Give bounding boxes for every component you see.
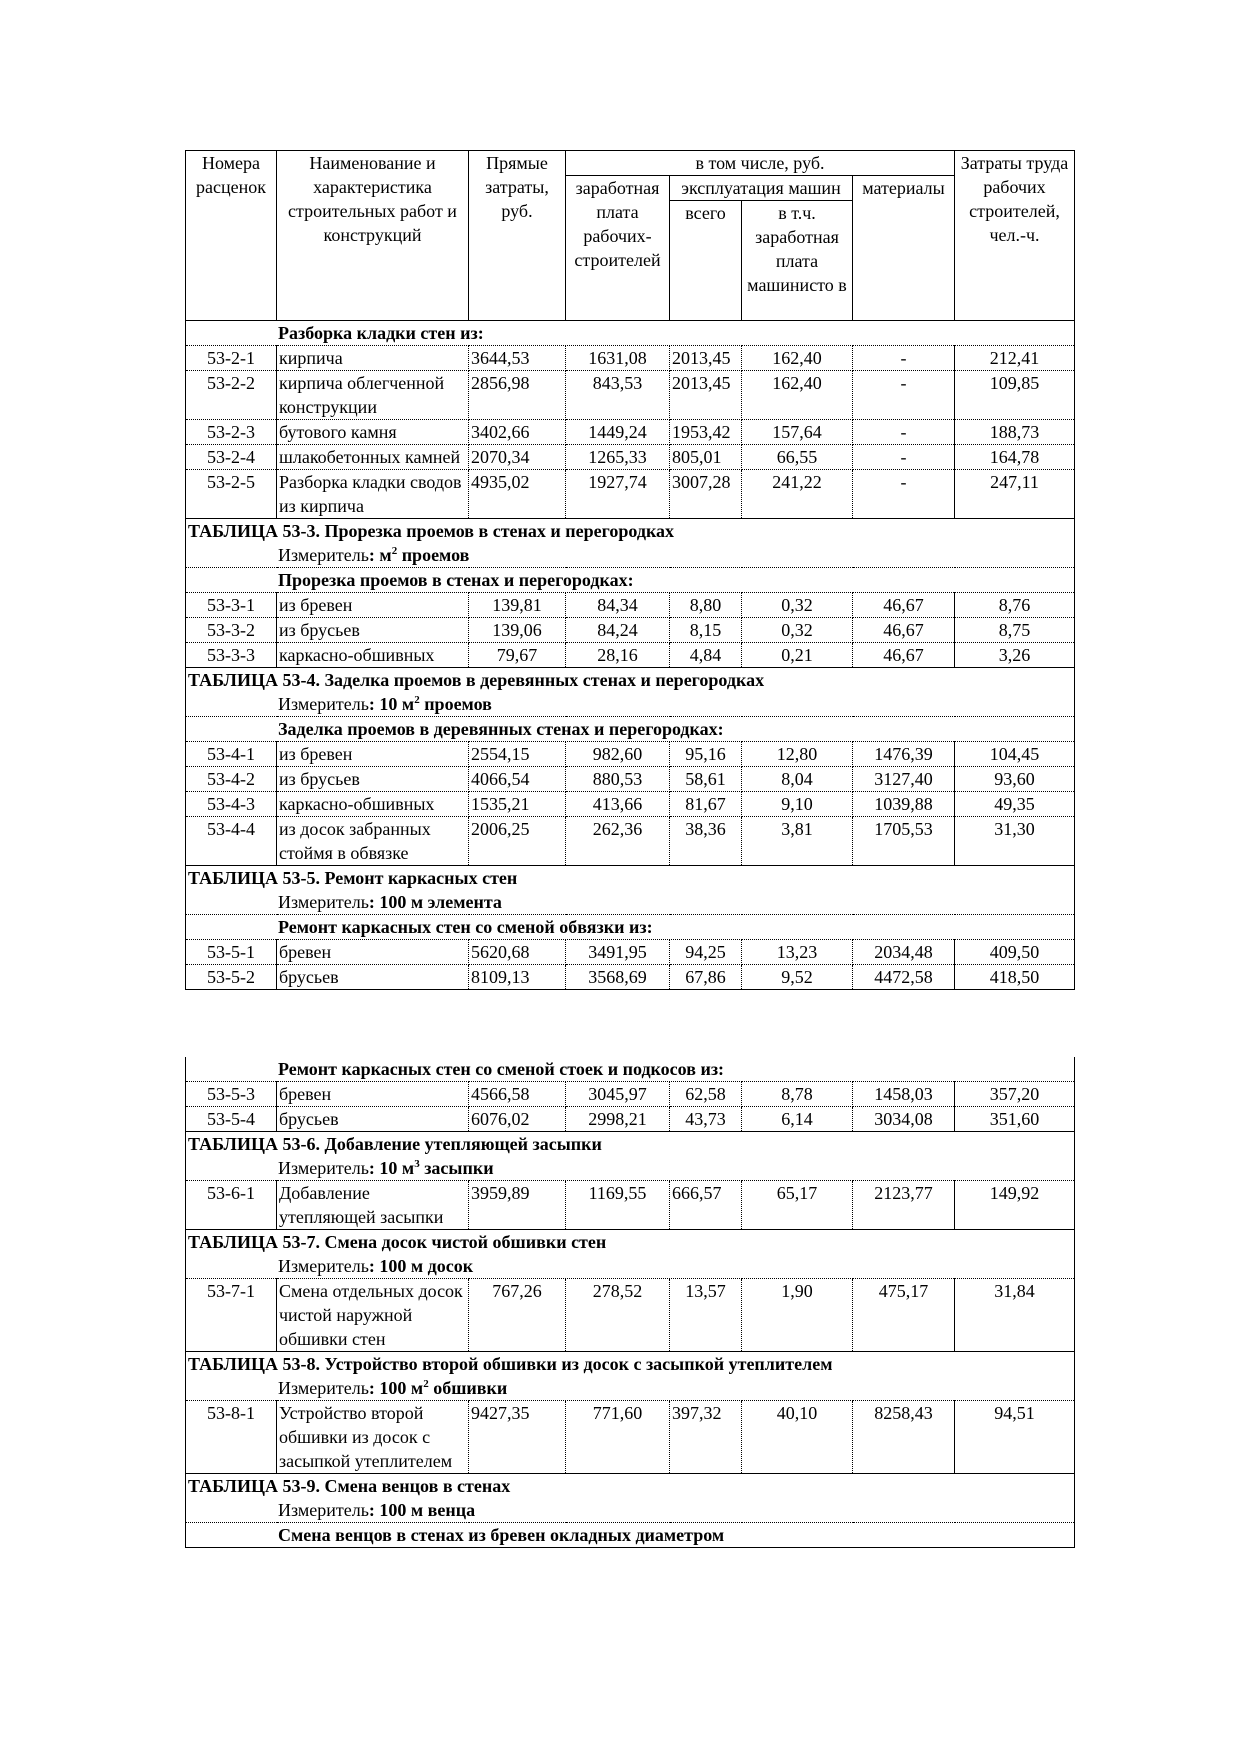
- section-subtitle: Заделка проемов в деревянных стенах и перегородках:: [186, 717, 1075, 742]
- row-mat: -: [853, 420, 955, 445]
- row-name: Разборка кладки сводов из кирпича: [277, 470, 469, 519]
- table-title: ТАБЛИЦА 53-4. Заделка проемов в деревянных стенах и перегородках: [186, 668, 1075, 693]
- row-mwage: 9,10: [742, 792, 853, 817]
- row-name: каркасно-обшивных: [277, 643, 469, 668]
- header-incl: в том числе, руб.: [566, 151, 955, 176]
- table-title: ТАБЛИЦА 53-8. Устройство второй обшивки из досок с засыпкой утеплителем: [186, 1352, 1075, 1377]
- row-mwage: 0,21: [742, 643, 853, 668]
- row-wage: 28,16: [566, 643, 670, 668]
- row-mwage: 0,32: [742, 618, 853, 643]
- row-labor: 8,76: [955, 593, 1075, 618]
- row-mat: 3127,40: [853, 767, 955, 792]
- row-mach: 95,16: [670, 742, 742, 767]
- measure-rest: проемов: [397, 545, 470, 565]
- row-direct: 79,67: [469, 643, 566, 668]
- row-name: бревен: [277, 940, 469, 965]
- row-mat: 2034,48: [853, 940, 955, 965]
- row-labor: 357,20: [955, 1082, 1075, 1107]
- row-mat: 46,67: [853, 593, 955, 618]
- row-mat: 1476,39: [853, 742, 955, 767]
- row-mach: 62,58: [670, 1082, 742, 1107]
- row-code: 53-3-1: [186, 593, 277, 618]
- table-row: [186, 1279, 1075, 1352]
- row-name: из бревен: [277, 593, 469, 618]
- section-subtitle: Прорезка проемов в стенах и перегородках:: [186, 568, 1075, 593]
- row-mach: 2013,45: [670, 371, 742, 420]
- row-labor: 3,26: [955, 643, 1075, 668]
- row-wage: 1265,33: [566, 445, 670, 470]
- section-subtitle: Разборка кладки стен из:: [186, 321, 1075, 346]
- header-mach-all: всего: [670, 201, 742, 321]
- row-labor: 164,78: [955, 445, 1075, 470]
- row-mwage: 3,81: [742, 817, 853, 866]
- row-wage: 1631,08: [566, 346, 670, 371]
- row-name: из брусьев: [277, 618, 469, 643]
- measure-label: Измеритель: [278, 1500, 369, 1520]
- header-code: Номера расценок: [186, 151, 277, 321]
- header-mach-wage: в т.ч. заработная плата машинисто в: [742, 201, 853, 321]
- measure-label: Измеритель: [278, 545, 369, 565]
- row-mat: -: [853, 445, 955, 470]
- row-mach: 81,67: [670, 792, 742, 817]
- row-wage: 84,34: [566, 593, 670, 618]
- measure-line: [186, 1156, 1075, 1181]
- row-wage: 880,53: [566, 767, 670, 792]
- row-code: 53-4-4: [186, 817, 277, 866]
- row-wage: 1169,55: [566, 1181, 670, 1230]
- row-code: 53-3-3: [186, 643, 277, 668]
- row-mat: 1458,03: [853, 1082, 955, 1107]
- table-title: ТАБЛИЦА 53-9. Смена венцов в стенах: [186, 1474, 1075, 1499]
- table-row: [186, 940, 1075, 965]
- section-subtitle: Ремонт каркасных стен со сменой обвязки из:: [186, 915, 1075, 940]
- measure-value: : 100 м элемента: [368, 892, 502, 912]
- row-name: Смена отдельных досок чистой наружной обшивки стен: [277, 1279, 469, 1352]
- row-mat: 46,67: [853, 618, 955, 643]
- table-row: [186, 1082, 1075, 1107]
- section-subtitle: Ремонт каркасных стен со сменой стоек и подкосов из:: [186, 1057, 1075, 1082]
- row-mwage: 9,52: [742, 965, 853, 990]
- header-mach: эксплуатация машин: [670, 176, 853, 201]
- table-title: ТАБЛИЦА 53-7. Смена досок чистой обшивки стен: [186, 1230, 1075, 1255]
- row-mat: 475,17: [853, 1279, 955, 1352]
- measure-line: [186, 1376, 1075, 1401]
- row-code: 53-4-2: [186, 767, 277, 792]
- table-row: [186, 1107, 1075, 1132]
- measure-sup: 2: [423, 1378, 429, 1390]
- row-name: Добавление утепляющей засыпки: [277, 1181, 469, 1230]
- measure-line: [186, 1254, 1075, 1279]
- measure-value: : 100 м: [368, 1378, 424, 1398]
- row-mat: -: [853, 371, 955, 420]
- measure-value: : 100 м досок: [368, 1256, 474, 1276]
- row-code: 53-2-4: [186, 445, 277, 470]
- row-mwage: 0,32: [742, 593, 853, 618]
- measure-line: [186, 1498, 1075, 1523]
- header-wage: заработная плата рабочих-строителей: [566, 176, 670, 321]
- row-wage: 3568,69: [566, 965, 670, 990]
- row-name: каркасно-обшивных: [277, 792, 469, 817]
- table-row: [186, 346, 1075, 371]
- row-mach: 1953,42: [670, 420, 742, 445]
- row-mwage: 162,40: [742, 371, 853, 420]
- row-mach: 3007,28: [670, 470, 742, 519]
- row-mach: 8,15: [670, 618, 742, 643]
- table-row: [186, 742, 1075, 767]
- table-row: [186, 817, 1075, 866]
- row-direct: 6076,02: [469, 1107, 566, 1132]
- row-direct: 2006,25: [469, 817, 566, 866]
- row-wage: 84,24: [566, 618, 670, 643]
- row-name: из брусьев: [277, 767, 469, 792]
- header-direct: Прямые затраты, руб.: [469, 151, 566, 321]
- measure-sup: 2: [391, 545, 398, 557]
- table-row: [186, 445, 1075, 470]
- row-name: кирпича: [277, 346, 469, 371]
- row-labor: 31,30: [955, 817, 1075, 866]
- row-name: бутового камня: [277, 420, 469, 445]
- row-code: 53-2-2: [186, 371, 277, 420]
- row-mwage: 66,55: [742, 445, 853, 470]
- table-row: [186, 1181, 1075, 1230]
- row-mwage: 12,80: [742, 742, 853, 767]
- row-mwage: 6,14: [742, 1107, 853, 1132]
- table-row: [186, 371, 1075, 420]
- row-code: 53-5-1: [186, 940, 277, 965]
- row-name: из бревен: [277, 742, 469, 767]
- rates-table-page-2: [185, 1057, 1075, 1548]
- table-row: [186, 470, 1075, 519]
- row-mwage: 241,22: [742, 470, 853, 519]
- header-mat: материалы: [853, 176, 955, 321]
- row-labor: 188,73: [955, 420, 1075, 445]
- row-mach: 13,57: [670, 1279, 742, 1352]
- measure-sup: 2: [414, 694, 420, 706]
- row-wage: 2998,21: [566, 1107, 670, 1132]
- row-direct: 2554,15: [469, 742, 566, 767]
- row-name: брусьев: [277, 1107, 469, 1132]
- row-labor: 418,50: [955, 965, 1075, 990]
- row-wage: 771,60: [566, 1401, 670, 1474]
- row-labor: 409,50: [955, 940, 1075, 965]
- row-mwage: 1,90: [742, 1279, 853, 1352]
- row-wage: 278,52: [566, 1279, 670, 1352]
- measure-sup: 3: [414, 1158, 420, 1170]
- row-mach: 38,36: [670, 817, 742, 866]
- row-mwage: 8,04: [742, 767, 853, 792]
- row-wage: 3045,97: [566, 1082, 670, 1107]
- row-mach: 397,32: [670, 1401, 742, 1474]
- row-name: Устройство второй обшивки из досок с засыпкой утеплителем: [277, 1401, 469, 1474]
- row-mach: 43,73: [670, 1107, 742, 1132]
- row-mat: -: [853, 470, 955, 519]
- row-direct: 3402,66: [469, 420, 566, 445]
- row-wage: 843,53: [566, 371, 670, 420]
- table-title: ТАБЛИЦА 53-3. Прорезка проемов в стенах и перегородках: [186, 519, 1075, 544]
- row-code: 53-8-1: [186, 1401, 277, 1474]
- table-row: [186, 618, 1075, 643]
- row-labor: 247,11: [955, 470, 1075, 519]
- table-title: ТАБЛИЦА 53-5. Ремонт каркасных стен: [186, 866, 1075, 891]
- row-direct: 3644,53: [469, 346, 566, 371]
- measure-value: : 10 м: [368, 694, 415, 714]
- row-direct: 2070,34: [469, 445, 566, 470]
- row-direct: 2856,98: [469, 371, 566, 420]
- row-mat: 1705,53: [853, 817, 955, 866]
- row-code: 53-7-1: [186, 1279, 277, 1352]
- measure-label: Измеритель: [278, 892, 369, 912]
- row-mat: 46,67: [853, 643, 955, 668]
- table-row: [186, 420, 1075, 445]
- row-labor: 212,41: [955, 346, 1075, 371]
- row-name: брусьев: [277, 965, 469, 990]
- header-name: Наименование и характеристика строительных работ и конструкций: [277, 151, 469, 321]
- row-mach: 94,25: [670, 940, 742, 965]
- row-code: 53-4-1: [186, 742, 277, 767]
- row-mwage: 13,23: [742, 940, 853, 965]
- row-mwage: 40,10: [742, 1401, 853, 1474]
- row-direct: 4566,58: [469, 1082, 566, 1107]
- row-mwage: 65,17: [742, 1181, 853, 1230]
- row-name: шлакобетонных камней: [277, 445, 469, 470]
- row-direct: 139,06: [469, 618, 566, 643]
- row-mwage: 162,40: [742, 346, 853, 371]
- table-row: [186, 643, 1075, 668]
- measure-value: : 100 м венца: [368, 1500, 476, 1520]
- table-row: [186, 767, 1075, 792]
- row-labor: 8,75: [955, 618, 1075, 643]
- row-code: 53-5-2: [186, 965, 277, 990]
- measure-label: Измеритель: [278, 1378, 369, 1398]
- row-wage: 982,60: [566, 742, 670, 767]
- row-direct: 5620,68: [469, 940, 566, 965]
- row-direct: 767,26: [469, 1279, 566, 1352]
- row-mwage: 8,78: [742, 1082, 853, 1107]
- measure-line: [186, 890, 1075, 915]
- measure-value: : м: [368, 545, 392, 565]
- row-direct: 9427,35: [469, 1401, 566, 1474]
- row-wage: 413,66: [566, 792, 670, 817]
- measure-rest: проемов: [419, 694, 492, 714]
- row-mat: 1039,88: [853, 792, 955, 817]
- row-labor: 109,85: [955, 371, 1075, 420]
- row-mat: -: [853, 346, 955, 371]
- row-mat: 4472,58: [853, 965, 955, 990]
- row-labor: 351,60: [955, 1107, 1075, 1132]
- row-labor: 104,45: [955, 742, 1075, 767]
- measure-line: [186, 543, 1075, 568]
- rates-table-page-1: [185, 150, 1075, 990]
- row-mat: 2123,77: [853, 1181, 955, 1230]
- measure-label: Измеритель: [278, 694, 369, 714]
- measure-value: : 10 м: [368, 1158, 415, 1178]
- table-row: [186, 792, 1075, 817]
- row-mwage: 157,64: [742, 420, 853, 445]
- measure-rest: обшивки: [428, 1378, 508, 1398]
- row-code: 53-3-2: [186, 618, 277, 643]
- row-direct: 8109,13: [469, 965, 566, 990]
- section-subtitle: Смена венцов в стенах из бревен окладных диаметром: [186, 1523, 1075, 1548]
- row-wage: 1927,74: [566, 470, 670, 519]
- row-direct: 1535,21: [469, 792, 566, 817]
- row-labor: 93,60: [955, 767, 1075, 792]
- header-labor: Затраты труда рабочих строителей, чел.-ч.: [955, 151, 1075, 321]
- row-name: из досок забранных стоймя в обвязке: [277, 817, 469, 866]
- row-mat: 3034,08: [853, 1107, 955, 1132]
- row-labor: 31,84: [955, 1279, 1075, 1352]
- table-row: [186, 1401, 1075, 1474]
- row-mach: 8,80: [670, 593, 742, 618]
- row-mach: 58,61: [670, 767, 742, 792]
- row-mach: 2013,45: [670, 346, 742, 371]
- row-mat: 8258,43: [853, 1401, 955, 1474]
- row-name: кирпича облегченной конструкции: [277, 371, 469, 420]
- row-direct: 139,81: [469, 593, 566, 618]
- row-wage: 1449,24: [566, 420, 670, 445]
- row-labor: 49,35: [955, 792, 1075, 817]
- measure-label: Измеритель: [278, 1158, 369, 1178]
- row-code: 53-2-3: [186, 420, 277, 445]
- measure-line: [186, 692, 1075, 717]
- row-code: 53-2-5: [186, 470, 277, 519]
- row-mach: 805,01: [670, 445, 742, 470]
- row-direct: 4066,54: [469, 767, 566, 792]
- row-direct: 4935,02: [469, 470, 566, 519]
- row-labor: 94,51: [955, 1401, 1075, 1474]
- row-wage: 3491,95: [566, 940, 670, 965]
- row-code: 53-2-1: [186, 346, 277, 371]
- row-name: бревен: [277, 1082, 469, 1107]
- row-mach: 666,57: [670, 1181, 742, 1230]
- row-labor: 149,92: [955, 1181, 1075, 1230]
- row-code: 53-5-3: [186, 1082, 277, 1107]
- measure-label: Измеритель: [278, 1256, 369, 1276]
- row-code: 53-4-3: [186, 792, 277, 817]
- measure-rest: засыпки: [419, 1158, 494, 1178]
- row-direct: 3959,89: [469, 1181, 566, 1230]
- row-mach: 4,84: [670, 643, 742, 668]
- row-mach: 67,86: [670, 965, 742, 990]
- table-title: ТАБЛИЦА 53-6. Добавление утепляющей засыпки: [186, 1132, 1075, 1157]
- row-code: 53-5-4: [186, 1107, 277, 1132]
- table-row: [186, 965, 1075, 990]
- row-code: 53-6-1: [186, 1181, 277, 1230]
- table-row: [186, 593, 1075, 618]
- row-wage: 262,36: [566, 817, 670, 866]
